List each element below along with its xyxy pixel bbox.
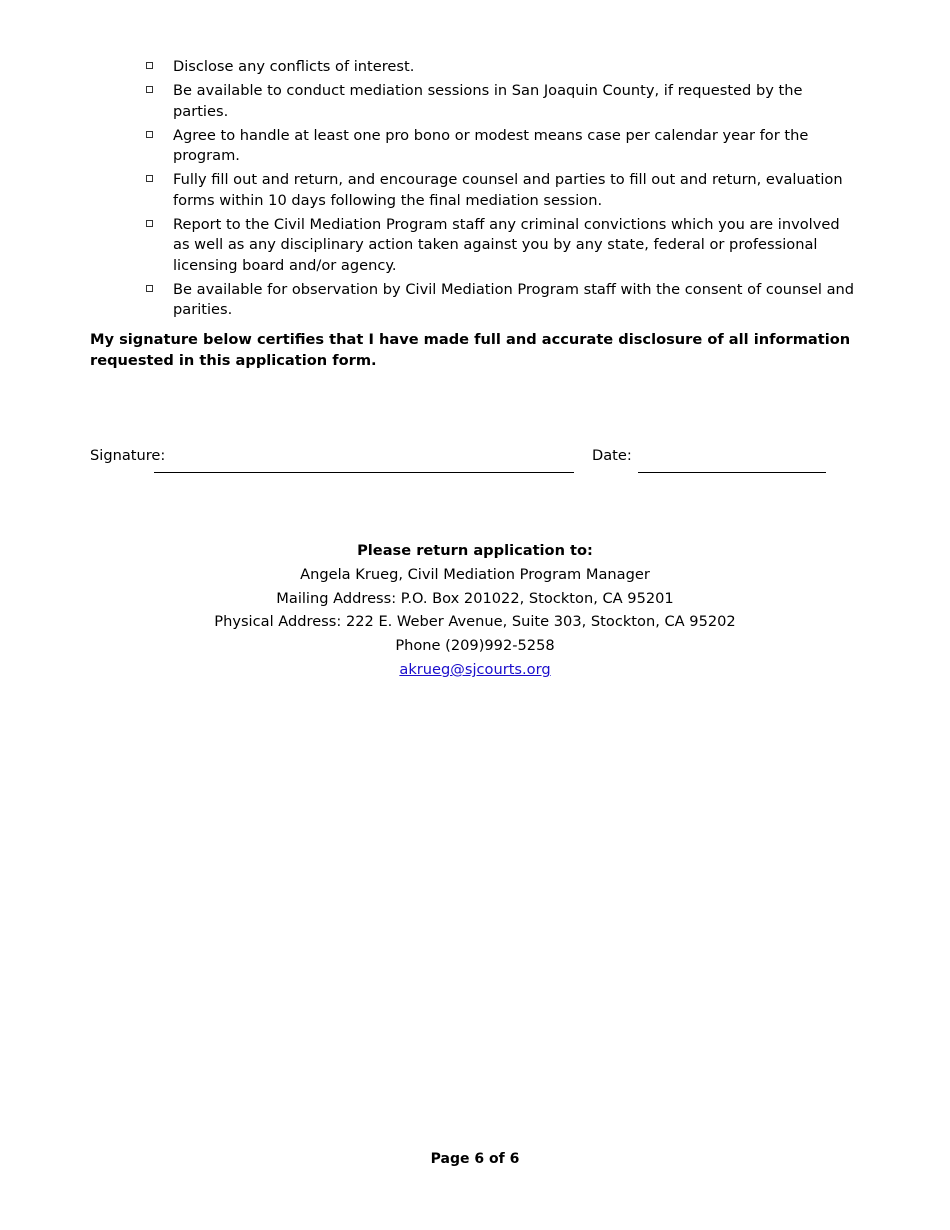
checkbox-icon[interactable] bbox=[146, 285, 153, 292]
signature-field[interactable] bbox=[154, 472, 574, 473]
checklist-item bbox=[146, 215, 856, 277]
physical-address: Physical Address: 222 E. Weber Avenue, Suite 303, Stockton, CA 95202 bbox=[214, 613, 736, 631]
checklist-item-text: Report to the Civil Mediation Program staff any criminal convictions which you are involved as well as any disciplinary action taken against you by any state, federal or professional licensing board and/or agency. bbox=[173, 215, 840, 274]
email-link[interactable]: akrueg@sjcourts.org bbox=[399, 660, 551, 678]
checklist-item-text: Be available to conduct mediation sessions in San Joaquin County, if requested by the parties. bbox=[173, 82, 803, 120]
requirements-checklist bbox=[146, 57, 856, 324]
certification-statement: My signature below certifies that I have made full and accurate disclosure of all information requested in this application form. bbox=[90, 331, 851, 369]
checklist-item bbox=[146, 81, 856, 122]
return-address-block bbox=[0, 539, 950, 682]
phone-number: Phone (209)992-5258 bbox=[395, 637, 555, 655]
checkbox-icon[interactable] bbox=[146, 62, 153, 69]
checklist-item-text: Fully fill out and return, and encourage counsel and parties to fill out and return, evaluation forms within 10 days following the final mediation session. bbox=[173, 171, 843, 209]
checklist-item bbox=[146, 57, 856, 78]
checkbox-icon[interactable] bbox=[146, 131, 153, 138]
page-number: Page 6 of 6 bbox=[430, 1151, 520, 1167]
checklist-item-text: Disclose any conflicts of interest. bbox=[173, 58, 415, 75]
date-label: Date: bbox=[592, 447, 632, 464]
checklist-item bbox=[146, 170, 856, 211]
checkbox-icon[interactable] bbox=[146, 220, 153, 227]
mailing-address: Mailing Address: P.O. Box 201022, Stockton, CA 95201 bbox=[276, 589, 674, 607]
signature-label: Signature: bbox=[90, 447, 166, 464]
date-field[interactable] bbox=[638, 472, 826, 473]
return-heading: Please return application to: bbox=[357, 542, 593, 559]
checklist-item-text: Be available for observation by Civil Mediation Program staff with the consent of counsel and parities. bbox=[173, 280, 855, 318]
checkbox-icon[interactable] bbox=[146, 175, 153, 182]
checklist-item bbox=[146, 126, 856, 167]
contact-name: Angela Krueg, Civil Mediation Program Manager bbox=[300, 565, 650, 583]
checklist-item-text: Agree to handle at least one pro bono or modest means case per calendar year for the program. bbox=[173, 126, 809, 164]
checklist-item bbox=[146, 280, 856, 321]
checkbox-icon[interactable] bbox=[146, 86, 153, 93]
